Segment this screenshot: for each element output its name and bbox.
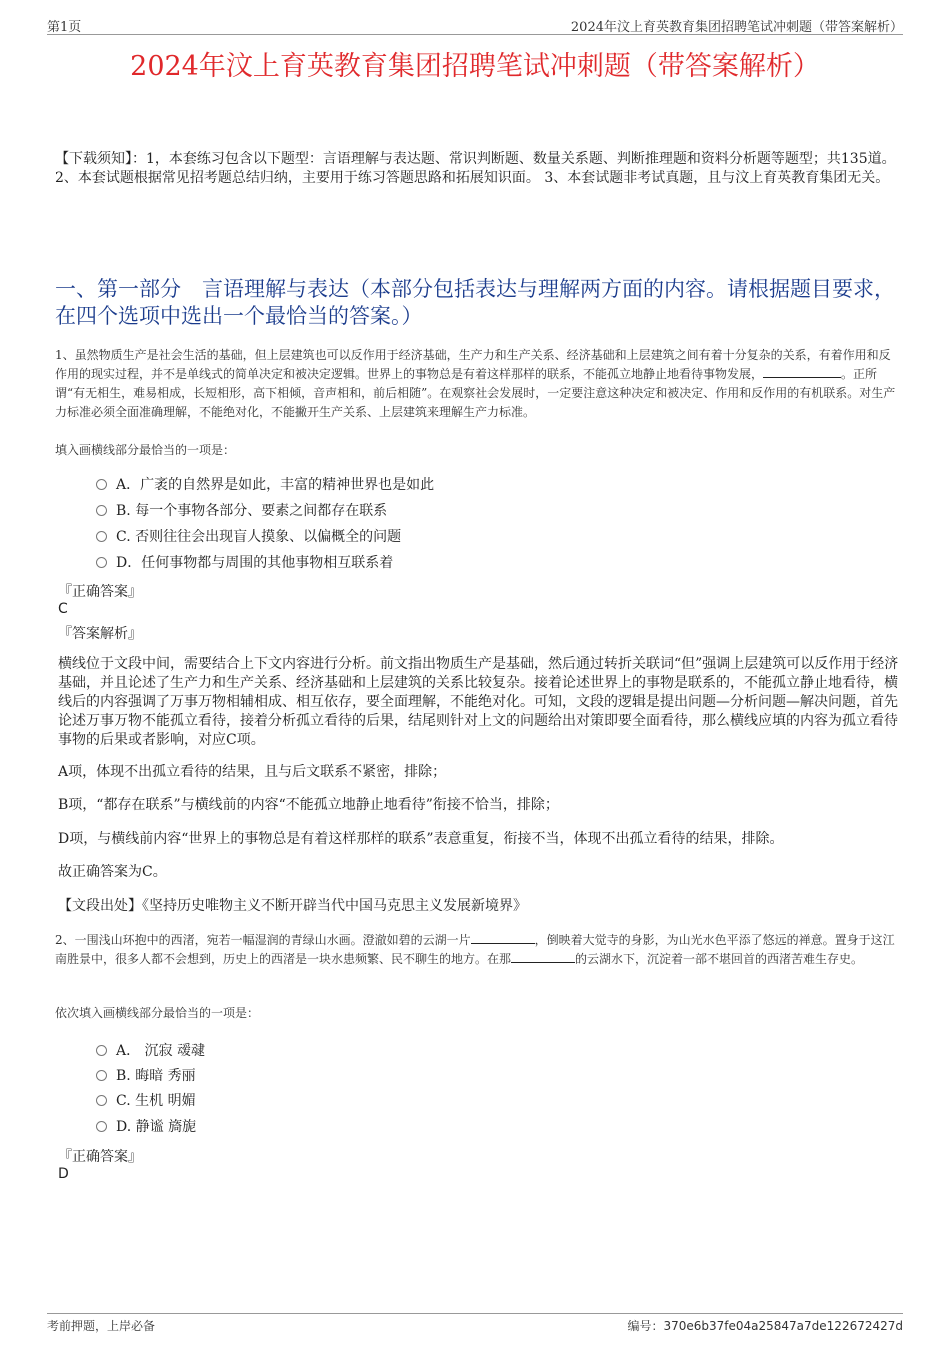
q2-option-d[interactable] — [96, 1116, 196, 1138]
footer-code-value: 370e6b37fe04a25847a7de122672427d — [663, 1319, 903, 1333]
radio-icon[interactable] — [96, 1045, 107, 1056]
q1-conclusion: 故正确答案为C。 — [58, 864, 167, 880]
q1-option-c[interactable] — [96, 526, 401, 548]
q1-prompt: 填入画横线部分最恰当的一项是： — [55, 443, 236, 457]
q1-source: 【文段出处】《坚持历史唯物主义不断开辟当代中国马克思主义发展新境界》 — [58, 898, 527, 914]
download-notice: 【下载须知】：1，本套练习包含以下题型：言语理解与表达题、常识判断题、数量关系题、判断推理题和资料分析题等题型；共135道。 2、本套试题根据常见招考题总结归纳，主要用于练习答题思路和拓展知识面。 3、本套试题非考试真题，且与汶上育英教育集团无关。 — [55, 151, 896, 186]
q1-option-b-label: B. 每一个事物各部分、要素之间都存在联系 — [116, 503, 388, 519]
q1-option-b[interactable] — [96, 500, 387, 522]
q1-option-a-label: A．广袤的自然界是如此，丰富的精神世界也是如此 — [116, 477, 435, 493]
q2-option-b-label: B. 晦暗 秀丽 — [116, 1068, 196, 1084]
q2-stem — [55, 931, 900, 969]
q2-blank-2 — [511, 950, 575, 963]
q1-answer: C — [58, 601, 68, 617]
q1-blank — [763, 365, 841, 378]
q2-option-b[interactable] — [96, 1065, 196, 1087]
q2-option-c[interactable] — [96, 1090, 196, 1112]
q2-answer-label: 『正确答案』 — [58, 1149, 142, 1165]
page-footer — [47, 1313, 903, 1333]
q1-note-d: D项，与横线前内容“世界上的事物总是有着这样那样的联系”表意重复，衔接不当，体现不出孤立看待的结果，排除。 — [58, 831, 784, 847]
q2-prompt: 依次填入画横线部分最恰当的一项是： — [55, 1006, 260, 1020]
radio-icon[interactable] — [96, 505, 107, 516]
q1-analysis-label: 『答案解析』 — [58, 626, 142, 642]
radio-icon[interactable] — [96, 1095, 107, 1106]
q1-note-a: A项，体现不出孤立看待的结果，且与后文联系不紧密，排除； — [58, 764, 447, 780]
document-title: 2024年汶上育英教育集团招聘笔试冲刺题（带答案解析） — [130, 51, 820, 82]
q1-option-d-label: D．任何事物都与周围的其他事物相互联系着 — [116, 555, 394, 571]
header-doc-title: 2024年汶上育英教育集团招聘笔试冲刺题（带答案解析） — [570, 20, 903, 35]
q1-analysis: 横线位于文段中间，需要结合上下文内容进行分析。前文指出物质生产是基础，然后通过转折关联词“但”强调上层建筑可以反作用于经济基础，并且论述了生产力和生产关系、经济基础和上层建筑的关系比较复杂。接着论述世界上的事物是联系的，不能孤立静止地看待，横线后的内容强调了万事万物相辅相成、相互依存，要全面理解，不能绝对化。可知，文段的逻辑是提出问题—分析问题—解决问题，首先论述万事万物不能孤立看待，接着分析孤立看待的后果，结尾则针对上文的问题给出对策即要全面看待，那么横线应填的内容为孤立看待事物的后果或者影响，对应C项。 — [58, 656, 899, 748]
q1-answer-label: 『正确答案』 — [58, 584, 142, 600]
q1-note-b: B项，“都存在联系”与横线前的内容“不能孤立地静止地看待”衔接不恰当，排除； — [58, 797, 559, 813]
radio-icon[interactable] — [96, 531, 107, 542]
radio-icon[interactable] — [96, 1070, 107, 1081]
q1-option-c-label: C. 否则往往会出现盲人摸象、以偏概全的问题 — [116, 529, 402, 545]
q2-blank-1 — [471, 931, 535, 944]
q2-stem-part-b: ，倒映着大觉寺的身影，为山光水色平添了悠远的禅意。置身于这江南胜景中，很多人都不会想到，历史上的西渚是一块水患频繁、民不聊生的地方。在那 — [55, 933, 895, 966]
q2-option-c-label: C. 生机 明媚 — [116, 1093, 196, 1109]
q2-option-d-label: D. 静谧 旖旎 — [116, 1119, 197, 1135]
q2-option-a-label: A． 沉寂 叆叇 — [116, 1043, 206, 1059]
page-number: 第1页 — [47, 20, 82, 35]
radio-icon[interactable] — [96, 479, 107, 490]
footer-slogan: 考前押题，上岸必备 — [47, 1319, 156, 1333]
page-header — [47, 14, 903, 35]
q2-stem-part-a: 2、一围浅山环抱中的西渚，宛若一幅湿润的青绿山水画。澄澈如碧的云湖一片 — [55, 933, 471, 947]
q1-stem-part-b: 。正所谓“有无相生，难易相成，长短相形，高下相倾，音声相和，前后相随”。在观察社会发展时，一定要注意这种决定和被决定、作用和反作用的有机联系。对生产力标准必须全面准确理解，不能绝对化，不能撇开生产关系、上层建筑来理解生产力标准。 — [55, 367, 896, 419]
footer-code — [627, 1317, 903, 1334]
radio-icon[interactable] — [96, 1121, 107, 1132]
section-heading: 一、第一部分 言语理解与表达（本部分包括表达与理解两方面的内容。请根据题目要求，在四个选项中选出一个最恰当的答案。） — [55, 277, 895, 328]
q2-answer: D — [58, 1166, 69, 1182]
footer-code-label: 编号： — [627, 1319, 664, 1333]
q1-stem-part-a: 1、虽然物质生产是社会生活的基础，但上层建筑也可以反作用于经济基础，生产力和生产关系、经济基础和上层建筑之间有着十分复杂的关系，有着作用和反作用的现实过程，并不是单线式的简单决定和被决定逻辑。世界上的事物总是有着这样那样的联系，不能孤立地静止地看待事物发展， — [55, 348, 891, 381]
q1-option-d[interactable] — [96, 552, 393, 574]
q1-stem — [55, 346, 900, 422]
q1-option-a[interactable] — [96, 474, 434, 496]
q2-option-a[interactable] — [96, 1040, 205, 1062]
radio-icon[interactable] — [96, 557, 107, 568]
q2-stem-part-c: 的云湖水下，沉淀着一部不堪回首的西渚苦难生存史。 — [575, 952, 864, 966]
